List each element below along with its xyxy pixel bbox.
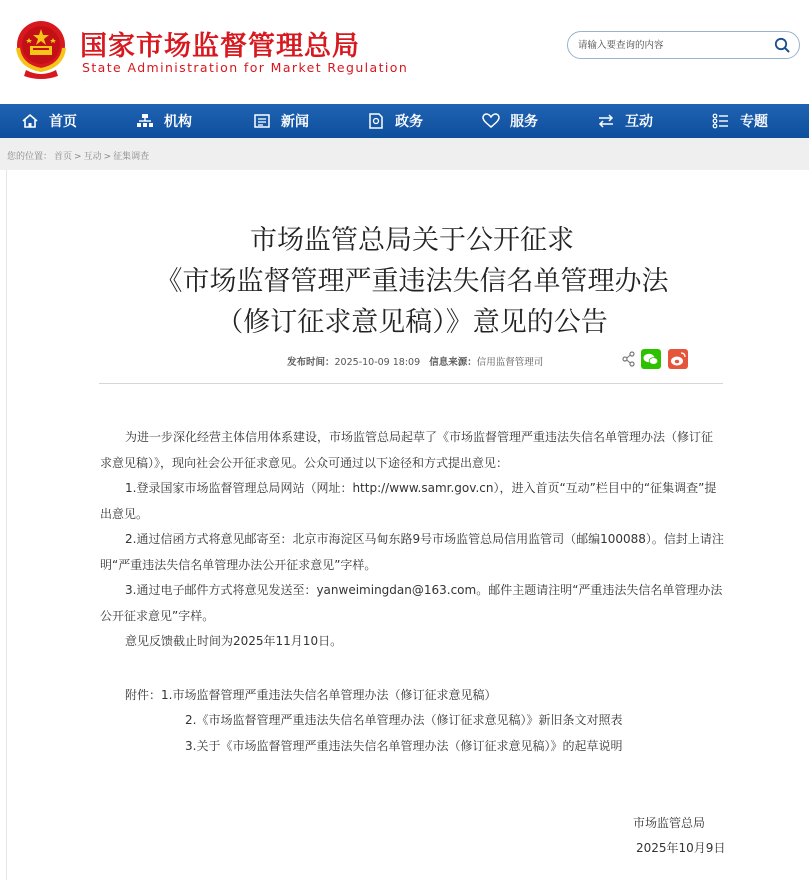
search-icon[interactable] [774, 37, 790, 53]
attachment-link[interactable]: 2.《市场监督管理严重违法失信名单管理办法（修订征求意见稿）》新旧条文对照表 [185, 713, 623, 727]
nav-item-topics[interactable] [712, 104, 768, 138]
article-paragraph: 意见反馈截止时间为2025年11月10日。 [125, 634, 343, 648]
nav-item-interact[interactable] [597, 104, 653, 138]
search-box [567, 31, 800, 59]
article-title-line: 《市场监督管理严重违法失信名单管理办法 [155, 266, 669, 297]
nav-item-label: 服务 [510, 114, 538, 130]
breadcrumb [7, 149, 151, 162]
article-paragraph: 为进一步深化经营主体信用体系建设，市场监管总局起草了《市场监督管理严重违法失信名单管理办法（修订征求意见稿）》，现向社会公开征求意见。公众可通过以下途径和方式提出意见： [100, 430, 714, 470]
article-paragraph: 3.通过电子邮件方式将意见发送至：yanweimingdan@163.com。邮件主题请注明“严重违法失信名单管理办法公开征求意见”字样。 [100, 583, 723, 623]
breadcrumb-link-survey[interactable]: 征集调查 [113, 152, 150, 162]
nav-item-label: 专题 [740, 114, 768, 130]
article-title [100, 220, 724, 343]
nav-item-news[interactable] [253, 104, 309, 138]
org-chart-icon [136, 113, 154, 129]
home-icon [21, 113, 39, 129]
nav-item-label: 互动 [625, 114, 653, 130]
main-nav [0, 104, 809, 138]
publish-time: 2025-10-09 18:09 [334, 357, 421, 368]
site-title-en[interactable]: State Administration for Market Regulation [82, 60, 409, 75]
publish-time-label: 发布时间： [287, 357, 335, 368]
nav-item-label: 政务 [395, 114, 423, 130]
breadcrumb-prefix: 您的位置： [7, 152, 53, 162]
news-icon [253, 113, 271, 129]
breadcrumb-bar [0, 138, 809, 170]
site-header [0, 0, 809, 104]
signature: 市场监管总局 [633, 816, 706, 830]
article-title-line: 市场监管总局关于公开征求 [250, 225, 574, 256]
site-title[interactable]: 国家市场监督管理总局 [80, 31, 360, 62]
share-icon[interactable] [623, 352, 634, 366]
article-body [100, 425, 724, 655]
breadcrumb-separator: > [74, 152, 82, 162]
nav-item-home[interactable] [21, 104, 77, 138]
breadcrumb-link-home[interactable]: 首页 [54, 152, 73, 162]
nav-item-org[interactable] [136, 104, 192, 138]
nav-item-label: 机构 [164, 114, 192, 130]
attachment-link[interactable]: 3.关于《市场监督管理严重违法失信名单管理办法（修订征求意见稿）》的起草说明 [185, 739, 623, 753]
exchange-arrows-icon [597, 113, 615, 129]
wechat-share-icon[interactable] [641, 349, 661, 369]
search-input[interactable] [578, 37, 758, 53]
article-paragraph: 2.通过信函方式将意见邮寄至：北京市海淀区马甸东路9号市场监管总局信用监管司（邮编100088）。信封上请注明“严重违法失信名单管理办法公开征求意见”字样。 [100, 532, 724, 572]
nav-item-service[interactable] [482, 104, 538, 138]
article-meta [287, 354, 543, 368]
breadcrumb-link-interact[interactable]: 互动 [83, 152, 102, 162]
signature-date: 2025年10月9日 [636, 841, 726, 855]
breadcrumb-separator: > [103, 152, 112, 162]
heart-icon [482, 113, 500, 129]
source-value: 信用监督管理司 [476, 357, 544, 368]
title-divider [99, 383, 723, 384]
document-icon [367, 113, 385, 129]
article-title-line: （修订征求意见稿）》意见的公告 [216, 307, 608, 338]
topic-list-icon [712, 113, 730, 129]
source-label: 信息来源： [429, 357, 477, 368]
national-emblem-icon[interactable] [12, 18, 70, 80]
nav-item-label: 首页 [49, 114, 77, 130]
attachment-link[interactable]: 附件：1.市场监督管理严重违法失信名单管理办法（修订征求意见稿） [125, 688, 497, 702]
nav-item-government[interactable] [367, 104, 423, 138]
weibo-share-icon[interactable] [668, 349, 688, 369]
share-bar [622, 349, 692, 369]
nav-item-label: 新闻 [281, 114, 309, 130]
article-paragraph: 1.登录国家市场监督管理总局网站（网址：http://www.samr.gov.cn），进入首页“互动”栏目中的“征集调查”提出意见。 [100, 481, 717, 521]
